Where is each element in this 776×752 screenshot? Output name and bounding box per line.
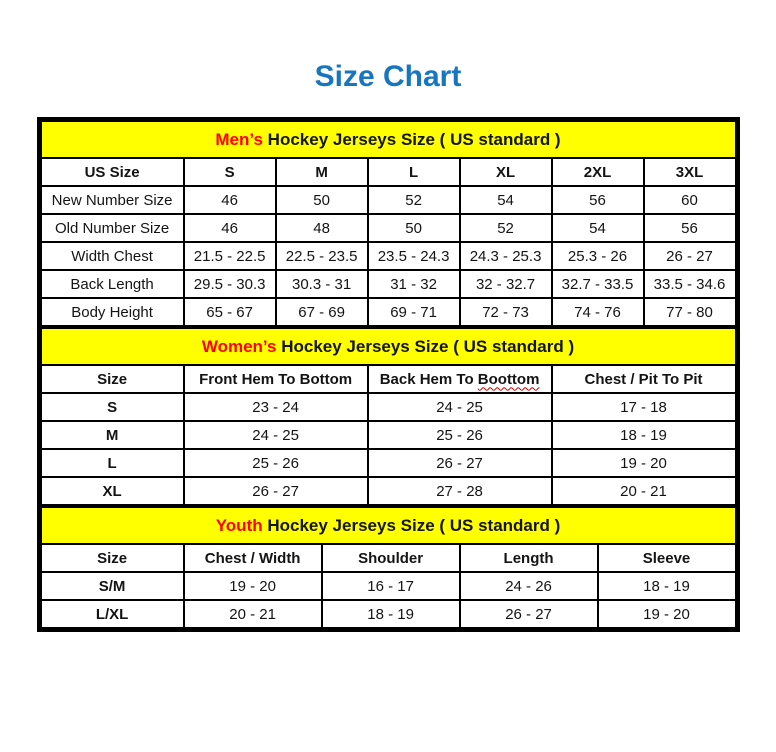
table-cell: 19 - 20 — [598, 600, 736, 628]
table-cell: 25.3 - 26 — [552, 242, 644, 270]
column-header-text: Back Hem To — [379, 370, 478, 388]
table-cell: 69 - 71 — [368, 298, 460, 326]
section-title-accent: Men’s — [215, 129, 263, 149]
section-title-accent: Women’s — [201, 336, 277, 356]
row-label: L — [41, 449, 184, 477]
table-cell: 24.3 - 25.3 — [460, 242, 552, 270]
table-cell: 18 - 19 — [598, 572, 736, 600]
table-row — [41, 298, 736, 326]
table-cell: 18 - 19 — [552, 421, 736, 449]
table-cell: 29.5 - 30.3 — [184, 270, 276, 298]
table-cell: 32 - 32.7 — [460, 270, 552, 298]
womens-title-band — [41, 328, 736, 365]
column-header: Chest / Pit To Pit — [552, 365, 736, 393]
table-cell: 23 - 24 — [184, 393, 368, 421]
womens-size-table — [40, 327, 737, 506]
section-title — [41, 507, 736, 544]
row-label: Old Number Size — [41, 214, 184, 242]
column-header: Length — [460, 544, 598, 572]
table-cell: 26 - 27 — [184, 477, 368, 505]
section-title-accent: Youth — [215, 515, 263, 535]
table-cell: 32.7 - 33.5 — [552, 270, 644, 298]
section-title-text: Hockey Jerseys Size ( US standard ) — [267, 129, 561, 149]
column-header: 3XL — [644, 158, 736, 186]
row-label: Back Length — [41, 270, 184, 298]
table-cell: 20 - 21 — [552, 477, 736, 505]
column-header: Shoulder — [322, 544, 460, 572]
column-header: Size — [41, 544, 184, 572]
mens-size-table — [40, 120, 737, 327]
table-cell: 25 - 26 — [368, 421, 552, 449]
table-cell: 56 — [644, 214, 736, 242]
table-cell: 22.5 - 23.5 — [276, 242, 368, 270]
table-cell: 48 — [276, 214, 368, 242]
row-label: S — [41, 393, 184, 421]
section-title-text: Hockey Jerseys Size ( US standard ) — [267, 515, 561, 535]
column-header: US Size — [41, 158, 184, 186]
table-row — [41, 214, 736, 242]
table-cell: 19 - 20 — [184, 572, 322, 600]
table-cell: 30.3 - 31 — [276, 270, 368, 298]
youth-size-table — [40, 506, 737, 629]
table-cell: 26 - 27 — [460, 600, 598, 628]
page-title: Size Chart — [314, 60, 462, 93]
table-cell: 17 - 18 — [552, 393, 736, 421]
table-row — [41, 572, 736, 600]
column-header: Chest / Width — [184, 544, 322, 572]
table-row — [41, 421, 736, 449]
table-cell: 26 - 27 — [368, 449, 552, 477]
table-cell: 50 — [368, 214, 460, 242]
column-header: 2XL — [552, 158, 644, 186]
table-cell: 33.5 - 34.6 — [644, 270, 736, 298]
youth-header-row — [41, 544, 736, 572]
row-label: L/XL — [41, 600, 184, 628]
table-cell: 23.5 - 24.3 — [368, 242, 460, 270]
column-header: M — [276, 158, 368, 186]
table-cell: 67 - 69 — [276, 298, 368, 326]
column-header: XL — [460, 158, 552, 186]
table-cell: 60 — [644, 186, 736, 214]
table-row — [41, 270, 736, 298]
section-title — [41, 328, 736, 365]
table-cell: 19 - 20 — [552, 449, 736, 477]
row-label: S/M — [41, 572, 184, 600]
table-cell: 27 - 28 — [368, 477, 552, 505]
row-label: Width Chest — [41, 242, 184, 270]
column-header: Size — [41, 365, 184, 393]
column-header — [368, 365, 552, 393]
row-label: New Number Size — [41, 186, 184, 214]
table-cell: 46 — [184, 186, 276, 214]
table-row — [41, 186, 736, 214]
table-row — [41, 393, 736, 421]
table-cell: 52 — [368, 186, 460, 214]
column-header: L — [368, 158, 460, 186]
row-label: Body Height — [41, 298, 184, 326]
table-row — [41, 242, 736, 270]
table-cell: 21.5 - 22.5 — [184, 242, 276, 270]
size-chart-container — [37, 117, 740, 632]
row-label: M — [41, 421, 184, 449]
table-cell: 31 - 32 — [368, 270, 460, 298]
table-cell: 77 - 80 — [644, 298, 736, 326]
column-header: S — [184, 158, 276, 186]
table-cell: 54 — [460, 186, 552, 214]
table-cell: 56 — [552, 186, 644, 214]
column-header: Front Hem To Bottom — [184, 365, 368, 393]
table-row — [41, 477, 736, 505]
table-cell: 52 — [460, 214, 552, 242]
mens-header-row — [41, 158, 736, 186]
section-title-text: Hockey Jerseys Size ( US standard ) — [281, 336, 575, 356]
youth-title-band — [41, 507, 736, 544]
misspelled-word: Boottom — [477, 370, 540, 388]
column-header: Sleeve — [598, 544, 736, 572]
table-cell: 24 - 26 — [460, 572, 598, 600]
row-label: XL — [41, 477, 184, 505]
womens-header-row — [41, 365, 736, 393]
table-cell: 46 — [184, 214, 276, 242]
table-cell: 50 — [276, 186, 368, 214]
table-cell: 74 - 76 — [552, 298, 644, 326]
table-cell: 20 - 21 — [184, 600, 322, 628]
table-cell: 16 - 17 — [322, 572, 460, 600]
table-cell: 25 - 26 — [184, 449, 368, 477]
section-title — [41, 121, 736, 158]
mens-title-band — [41, 121, 736, 158]
table-cell: 24 - 25 — [368, 393, 552, 421]
table-cell: 18 - 19 — [322, 600, 460, 628]
table-cell: 72 - 73 — [460, 298, 552, 326]
table-cell: 24 - 25 — [184, 421, 368, 449]
table-row — [41, 449, 736, 477]
table-cell: 26 - 27 — [644, 242, 736, 270]
table-row — [41, 600, 736, 628]
table-cell: 54 — [552, 214, 644, 242]
table-cell: 65 - 67 — [184, 298, 276, 326]
